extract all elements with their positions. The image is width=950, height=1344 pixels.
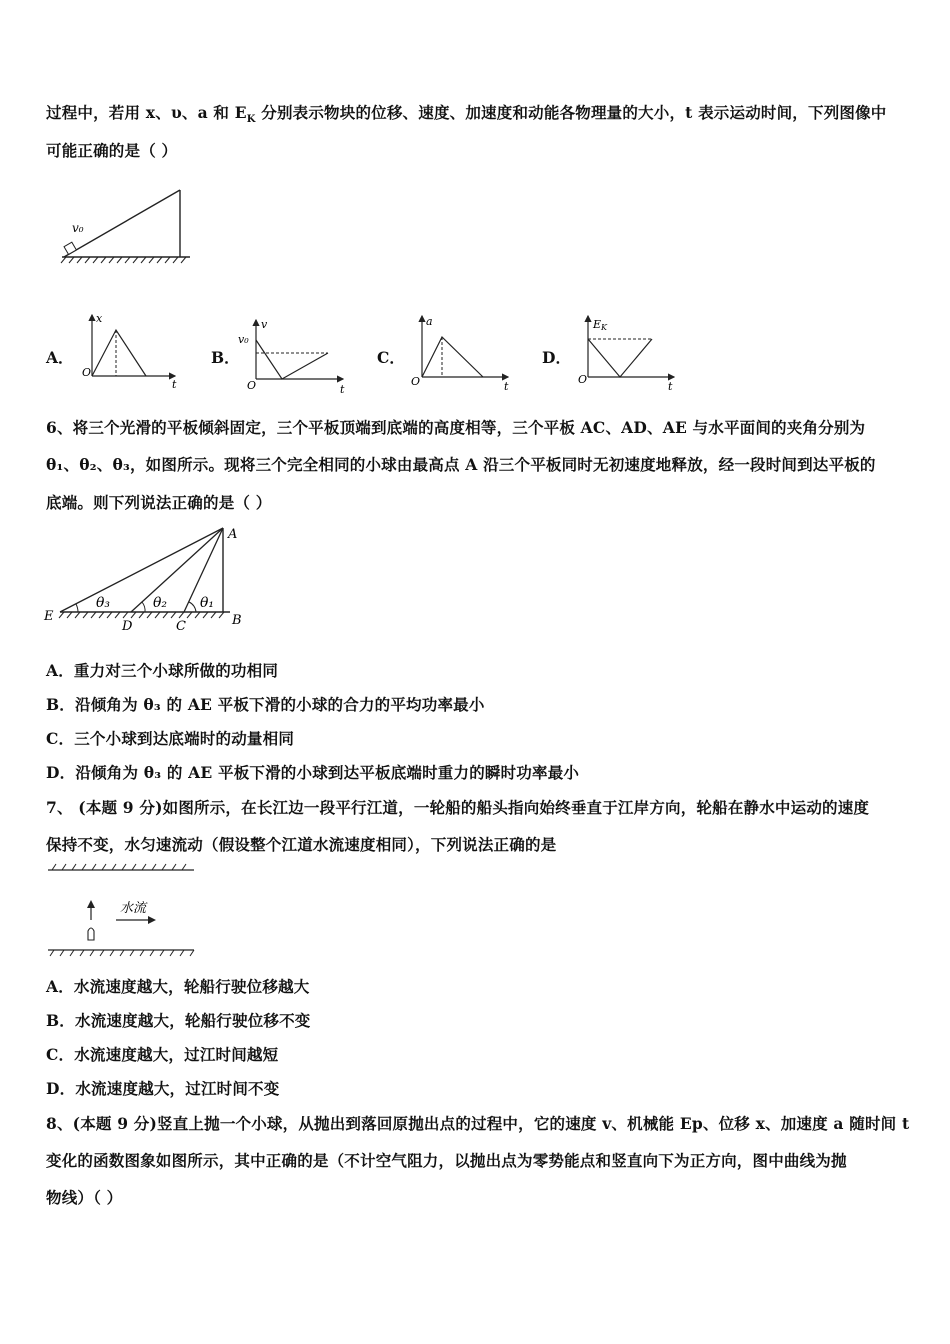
svg-text:O: O [411,375,421,388]
q8-line3: 物线）（ ） [46,1188,123,1207]
svg-text:E: E [44,609,54,624]
svg-text:C: C [176,619,186,634]
svg-text:a: a [426,315,433,328]
q5-option-a-label[interactable]: A． [46,348,74,367]
q5-incline-figure [56,185,196,265]
q6-option-c[interactable]: C．三个小球到达底端时的动量相同 [46,729,295,748]
q7-figure [46,862,196,960]
q6-line1: 6、将三个光滑的平板倾斜固定，三个平板顶端到底端的高度相等，三个平板 AC、AD、AE 与水平面间的夹角分别为 [46,418,866,437]
q5-option-b-label[interactable]: B． [211,348,240,367]
q5-graph-c [408,313,518,393]
svg-text:水流: 水流 [120,901,147,916]
q5-graph-b [238,317,348,395]
q7-option-d[interactable]: D．水流速度越大，过江时间不变 [46,1079,280,1098]
svg-text:v: v [261,318,268,331]
q6-option-d[interactable]: D．沿倾角为 θ₃ 的 AE 平板下滑的小球到达平板底端时重力的瞬时功率最小 [46,763,580,782]
q5-graph-a [80,312,180,392]
q8-line1: 8、(本题 9 分)竖直上抛一个小球，从抛出到落回原抛出点的过程中，它的速度 v、机械能 Ep、位移 x、加速度 a 随时间 t [46,1114,910,1133]
svg-text:θ₃: θ₃ [96,595,111,611]
q7-line2: 保持不变，水匀速流动（假设整个江道水流速度相同），下列说法正确的是 [46,835,557,854]
q6-line2: θ₁、θ₂、θ₃，如图所示。现将三个完全相同的小球由最高点 A 沿三个平板同时无初速度地释放，经一段时间到达平板的 [46,455,876,474]
svg-text:B: B [232,613,242,628]
svg-text:D: D [122,619,133,634]
q6-option-a[interactable]: A．重力对三个小球所做的功相同 [46,661,279,680]
svg-text:O: O [578,373,588,386]
q7-option-b[interactable]: B．水流速度越大，轮船行驶位移不变 [46,1011,311,1030]
svg-text:v₀: v₀ [238,333,249,346]
v0-label: v₀ [72,221,84,235]
q5-line1: 过程中，若用 x、υ、a 和 $E_K$ 分别表示物块的位移、速度、加速度和动能各物理量的大小，t 表示运动时间，下列图像中 [46,103,887,126]
svg-text:t: t [504,380,509,393]
q7-option-a[interactable]: A．水流速度越大，轮船行驶位移越大 [46,977,310,996]
svg-text:t: t [172,378,177,391]
q6-line3: 底端。则下列说法正确的是（ ） [46,493,272,512]
q6-figure [40,522,250,632]
q8-line2: 变化的函数图象如图所示，其中正确的是（不计空气阻力，以抛出点为零势能点和竖直向下为正方向，图中曲线为抛 [46,1151,847,1170]
svg-text:θ₁: θ₁ [200,595,215,611]
svg-text:θ₂: θ₂ [153,595,168,611]
q5-line2: 可能正确的是（ ） [46,141,178,160]
svg-text:x: x [96,312,103,325]
q5-option-d-label[interactable]: D． [542,348,571,367]
svg-text:A: A [228,527,238,542]
q5-option-c-label[interactable]: C． [377,348,405,367]
svg-text:EK: EK [593,318,608,332]
q5-graph-d [576,313,686,393]
svg-text:t: t [340,383,345,396]
q7-option-c[interactable]: C．水流速度越大，过江时间越短 [46,1045,279,1064]
svg-text:O: O [82,366,92,379]
svg-text:t: t [668,380,673,393]
q6-option-b[interactable]: B．沿倾角为 θ₃ 的 AE 平板下滑的小球的合力的平均功率最小 [46,695,485,714]
q7-line1: 7、 (本题 9 分)如图所示，在长江边一段平行江道，一轮船的船头指向始终垂直于江岸方向，轮船在静水中运动的速度 [46,798,870,817]
svg-text:O: O [247,379,257,392]
